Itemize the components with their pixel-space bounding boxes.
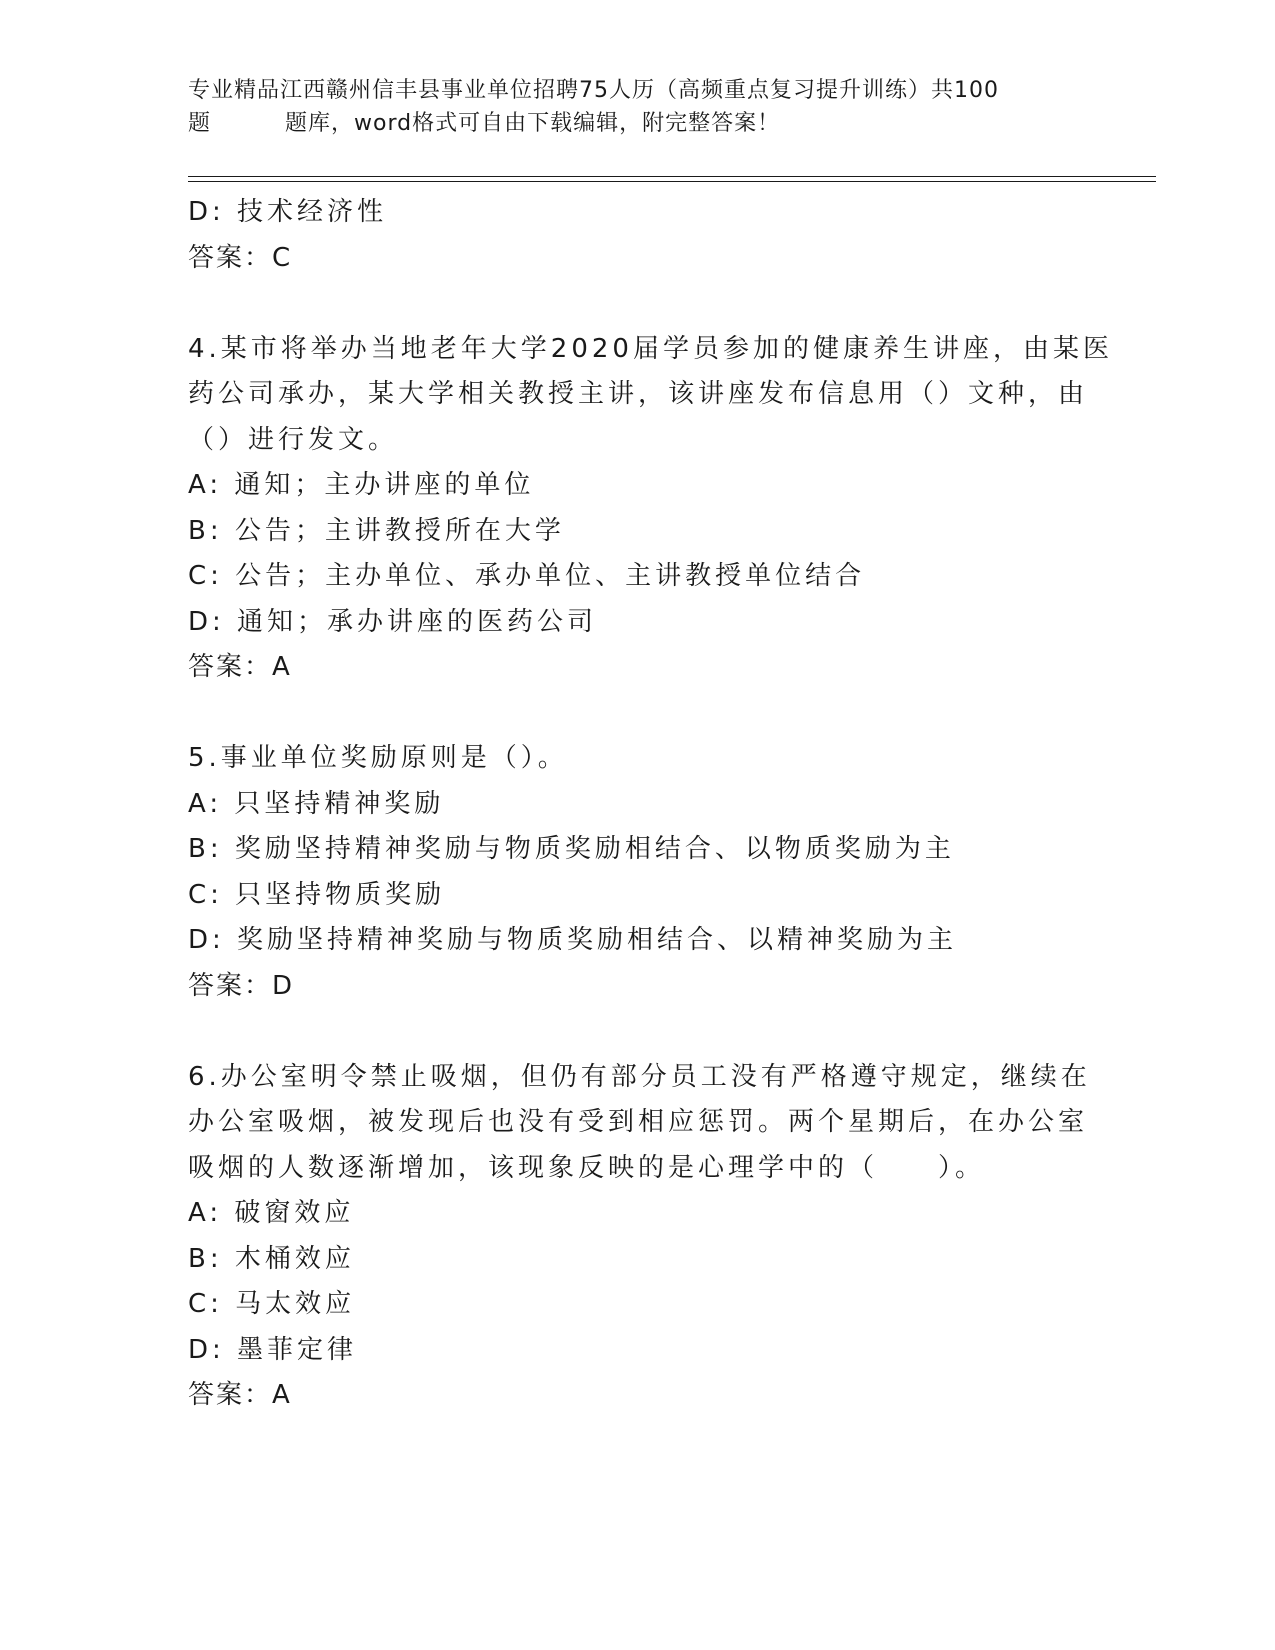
header-divider-bottom (188, 181, 1156, 182)
option-d: D: 通知；承办讲座的医药公司 (188, 606, 598, 637)
option-b: B: 木桶效应 (188, 1243, 355, 1274)
answer: 答案：C (188, 242, 293, 273)
option-a: A: 破窗效应 (188, 1198, 355, 1228)
answer: 答案：D (188, 970, 295, 1001)
question-stem-line: 5.事业单位奖励原则是（）。 (188, 743, 568, 773)
question-stem-line: 4.某市将举办当地老年大学2020届学员参加的健康养生讲座，由某医 (188, 333, 1113, 364)
header-divider-top (188, 176, 1156, 177)
header-title-line2 (188, 107, 1088, 140)
answer: 答案：A (188, 1380, 292, 1410)
question-stem-line: 吸烟的人数逐渐增加，该现象反映的是心理学中的（ ）。 (188, 1152, 986, 1183)
question-stem-line: 办公室吸烟，被发现后也没有受到相应惩罚。两个星期后，在办公室 (188, 1107, 1089, 1137)
page-header (188, 74, 1088, 140)
option-a: A: 通知；主办讲座的单位 (188, 470, 535, 500)
header-title-line1: 专业精品江西赣州信丰县事业单位招聘75人历（高频重点复习提升训练）共100 (188, 78, 999, 103)
question-4 (188, 327, 1113, 691)
question-stem-line: （）进行发文。 (188, 424, 399, 455)
header-title-line2-head: 题 (188, 111, 212, 136)
spacer (188, 1009, 1088, 1055)
header-title-line2-tail: 题库，word格式可自由下载编辑，附完整答案！ (285, 111, 781, 136)
document-body (188, 190, 1113, 1419)
question-5 (188, 736, 1088, 1009)
option-c: C: 马太效应 (188, 1289, 356, 1319)
question-6 (188, 1055, 1091, 1419)
spacer (188, 691, 1088, 737)
option-b: B: 奖励坚持精神奖励与物质奖励相结合、以物质奖励为主 (188, 834, 955, 864)
answer: 答案：A (188, 652, 292, 682)
question-stem-line: 药公司承办，某大学相关教授主讲，该讲座发布信息用（）文种，由 (188, 379, 1089, 409)
spacer (188, 281, 1088, 327)
option-b: B: 公告；主讲教授所在大学 (188, 515, 565, 546)
option-d: D: 技术经济性 (188, 197, 388, 227)
option-a: A: 只坚持精神奖励 (188, 788, 445, 819)
option-c: C: 公告；主办单位、承办单位、主讲教授单位结合 (188, 561, 866, 591)
question-3-tail (188, 190, 1088, 281)
option-d: D: 奖励坚持精神奖励与物质奖励相结合、以精神奖励为主 (188, 925, 958, 955)
question-stem-line: 6.办公室明令禁止吸烟，但仍有部分员工没有严格遵守规定，继续在 (188, 1061, 1091, 1092)
option-d: D: 墨菲定律 (188, 1334, 358, 1365)
option-c: C: 只坚持物质奖励 (188, 879, 446, 910)
